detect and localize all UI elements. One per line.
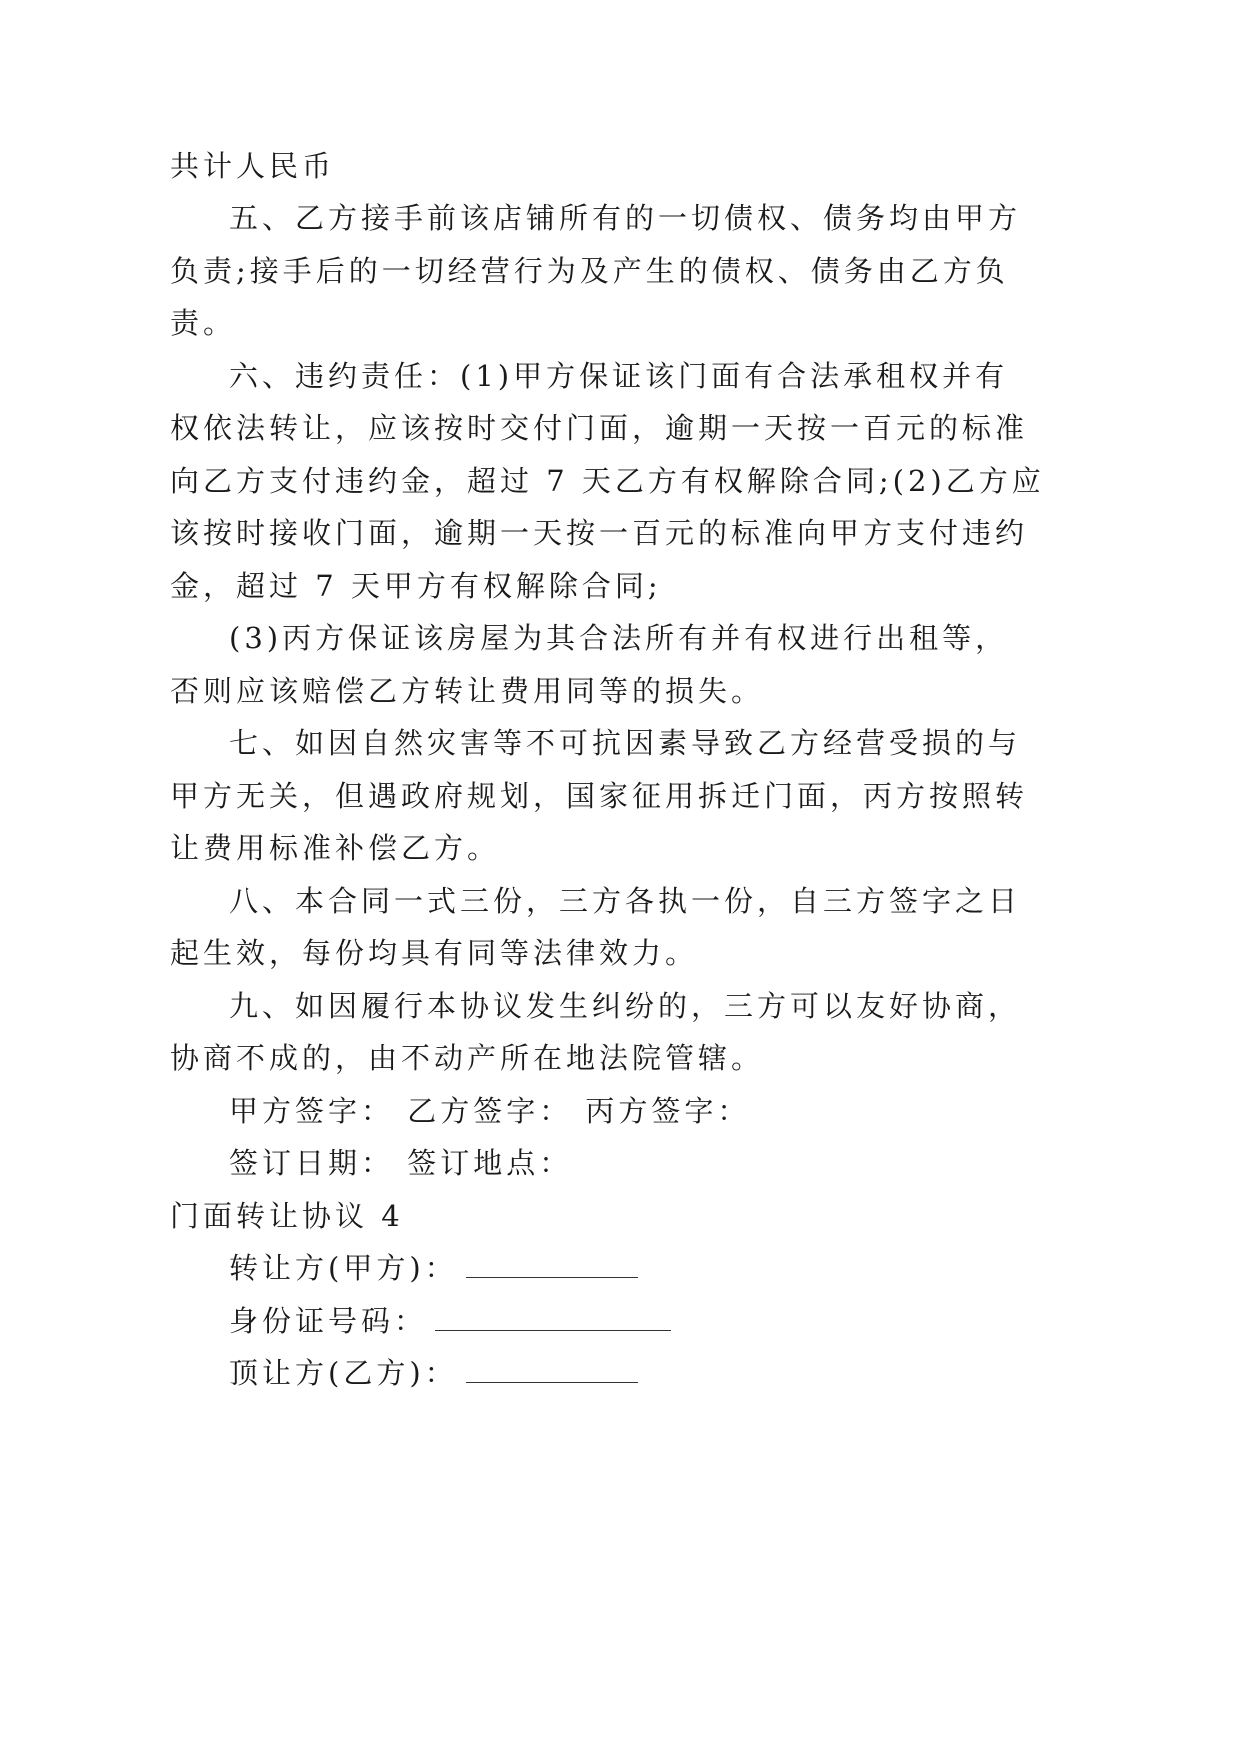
text-line: 让费用标准补偿乙方。 [170, 831, 501, 865]
text-line: 起生效，每份均具有同等法律效力。 [170, 936, 699, 970]
text-line: 七、如因自然灾害等不可抗因素导致乙方经营受损的与 [229, 726, 1022, 760]
text-line: 负责;接手后的一切经营行为及产生的债权、债务由乙方负 [170, 254, 1009, 288]
text-line: 九、如因履行本协议发生纠纷的，三方可以友好协商， [229, 989, 1022, 1023]
text-line: 向乙方支付违约金，超过 7 天乙方有权解除合同;(2)乙方应 [170, 464, 1045, 498]
text-line: 五、乙方接手前该店铺所有的一切债权、债务均由甲方 [229, 201, 1022, 235]
form-field-blank[interactable] [466, 1360, 638, 1383]
text-line: 该按时接收门面，逾期一天按一百元的标准向甲方支付违约 [170, 516, 1029, 550]
text-line: 八、本合同一式三份，三方各执一份，自三方签字之日 [229, 884, 1022, 918]
form-field-label: 顶让方(乙方)： [229, 1356, 458, 1390]
text-line: 共计人民币 [170, 149, 336, 183]
text-line: 协商不成的，由不动产所在地法院管辖。 [170, 1041, 765, 1075]
text-line: (3)丙方保证该房屋为其合法所有并有权进行出租等， [229, 621, 1009, 655]
date-location-line: 签订日期： 签订地点： [229, 1146, 573, 1180]
section-title: 门面转让协议 4 [170, 1199, 404, 1233]
form-field-blank[interactable] [466, 1255, 638, 1278]
form-field-id-number [229, 1301, 671, 1341]
text-line: 甲方无关，但遇政府规划，国家征用拆迁门面，丙方按照转 [170, 779, 1029, 813]
text-line: 权依法转让，应该按时交付门面，逾期一天按一百元的标准 [170, 411, 1029, 445]
form-field-blank[interactable] [435, 1308, 671, 1331]
form-field-transferor [229, 1248, 638, 1288]
form-field-label: 转让方(甲方)： [229, 1251, 458, 1285]
text-line: 否则应该赔偿乙方转让费用同等的损失。 [170, 674, 765, 708]
form-field-label: 身份证号码： [229, 1304, 428, 1338]
signature-line: 甲方签字： 乙方签字： 丙方签字： [229, 1094, 751, 1128]
text-line: 金，超过 7 天甲方有权解除合同; [170, 569, 662, 603]
form-field-transferee [229, 1353, 638, 1393]
text-line: 六、违约责任：(1)甲方保证该门面有合法承租权并有 [229, 359, 1009, 393]
text-line: 责。 [170, 306, 237, 340]
